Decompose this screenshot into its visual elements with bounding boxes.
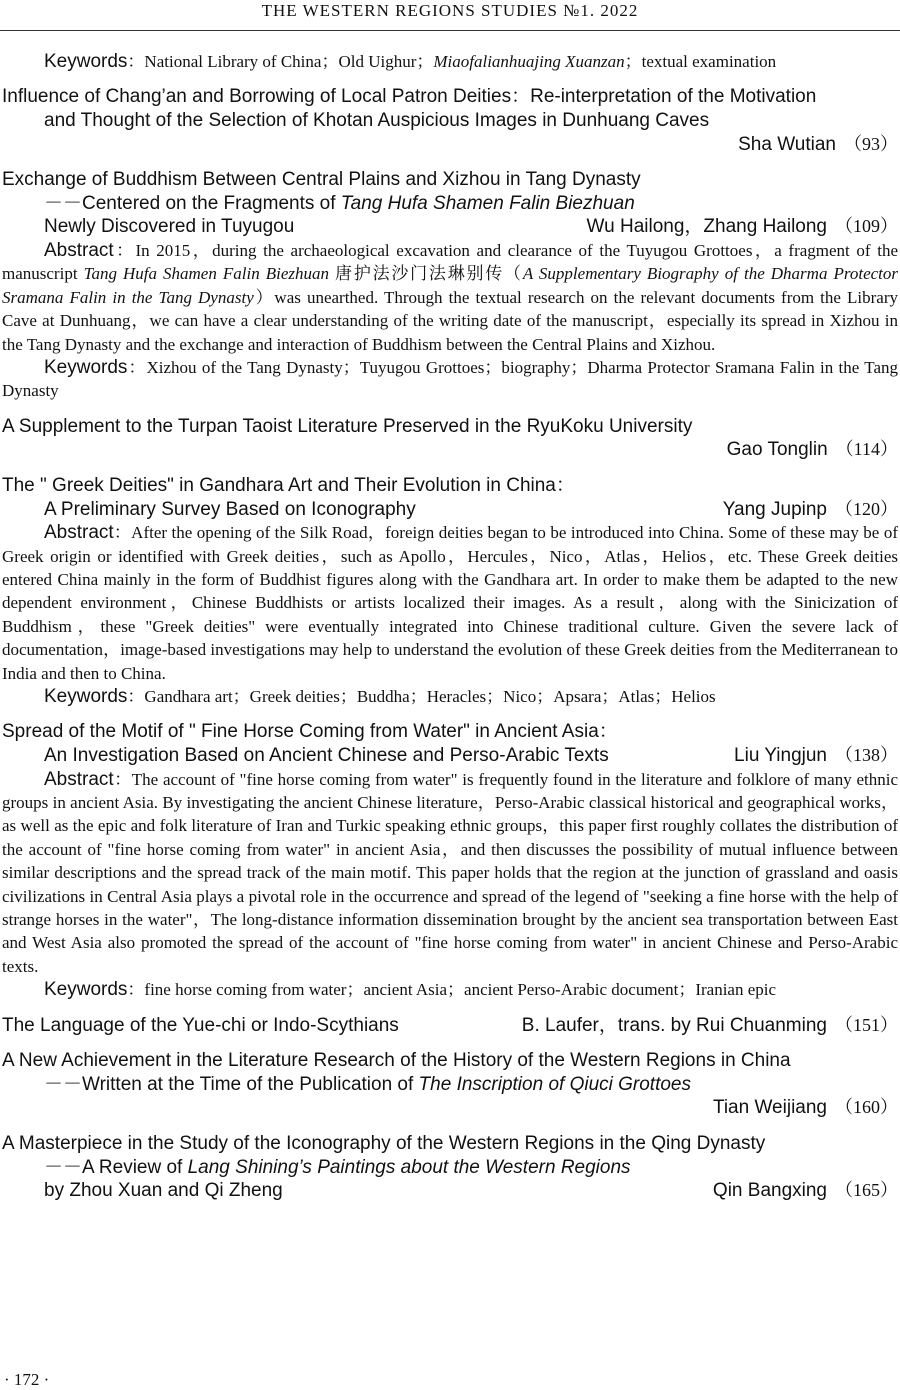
page-reference: （109） — [835, 216, 898, 237]
abstract-label: Abstract — [44, 239, 114, 261]
running-title: THE WESTERN REGIONS STUDIES №1. 2022 — [261, 1, 639, 20]
keywords-label: Keywords — [44, 686, 128, 708]
contents-list — [2, 50, 898, 1203]
article-title: The " Greek Deities" in Gandhara Art and Their Evolution in China： A Preliminary Survey Based on Iconography Yang Jupinp （120） — [2, 475, 898, 520]
page-number: · 172 · — [4, 1370, 50, 1389]
article-author-line — [587, 215, 898, 239]
article-author: Wu Hailong，Zhang Hailong — [586, 216, 827, 238]
article-entry — [2, 85, 898, 156]
keywords-label: Keywords — [44, 51, 128, 72]
article-author: Yang Jupinp — [722, 498, 827, 520]
article-entry — [2, 720, 898, 1001]
keywords-paragraph: Keywords：Xizhou of the Tang Dynasty；Tuyugou Grottoes；biography；Dharma Protector Sramana Falin in the Tang Dynasty — [2, 357, 899, 401]
keywords-italic-text: Miaofalianhuajing Xuanzan — [433, 52, 625, 71]
page-reference: （114） — [835, 439, 898, 460]
article-title: Exchange of Buddhism Between Central Plains and Xizhou in Tang Dynasty －－Centered on the Fragments of Tang Hufa Shamen Falin Biezhuan Newly Discovered in Tuyugou Wu Hailong，Zhang Hailong （109） — [2, 169, 898, 238]
article-author: B. Laufer，trans. by Rui Chuanming — [521, 1014, 827, 1036]
page-reference: （120） — [835, 498, 898, 519]
abstract-paragraph: Abstract：After the opening of the Silk Road，foreign deities began to be introduced into China. Some of these may be of Greek origin or identified with Greek deities，such as Apollo，Hercules，Nico，Atlas，Helios，etc. These Greek deities entered China mainly in the form of Buddhist figures along with the Gandhara art. In order to make them be adapted to the new dependent environment，Chinese Buddhists or artists localized their images. As a result，along with the Sinicization of Buddhism，these "Greek deities" were eventually integrated into Chinese traditional culture. Given the severe lack of documentation，image-based investigations may help to understand the evolution of these Greek deities from the Mediterranean to India and then to China. — [2, 522, 898, 683]
keywords-label: Keywords — [44, 979, 128, 1001]
article-author-line — [2, 133, 898, 157]
running-header — [0, 0, 900, 31]
page-reference: （165） — [835, 1180, 898, 1201]
page-reference: （138） — [835, 745, 898, 766]
article-author: Sha Wutian — [738, 133, 836, 155]
keywords-tail-text: ；textual examination — [624, 52, 777, 71]
article-author: Tian Weijiang — [712, 1097, 827, 1119]
keywords-label: Keywords — [44, 357, 128, 378]
article-entry — [2, 168, 898, 403]
article-entry — [2, 1014, 898, 1038]
abstract-paragraph: Abstract：In 2015，during the archaeological excavation and clearance of the Tuyugou Grottoes，a fragment of the manuscript Tang Hufa Shamen Falin Biezhuan 唐护法沙门法琳别传（A Supplementary Biography of the Dharma Protector Sramana Falin in the Tang Dynasty）was unearthed. Through the textual research on the relevant documents from the Library Cave at Dunhuang，we can have a clear understanding of the writing date of the manuscript，especially its spread in Xizhou in the Tang Dynasty and the exchange and interaction of Buddhism between the Central Plains and Xizhou. — [2, 239, 898, 354]
abstract-label: Abstract — [44, 768, 114, 790]
article-author-line — [522, 1014, 898, 1038]
keywords-paragraph: Keywords：National Library of China；Old Uighur；Miaofalianhuajing Xuanzan；textual examination — [44, 51, 777, 72]
article-author: Liu Yingjun — [734, 745, 827, 767]
article-entry — [2, 1132, 898, 1203]
entry-keywords-continuation — [2, 50, 898, 73]
article-title: A Supplement to the Turpan Taoist Literature Preserved in the RyuKoku University — [2, 415, 693, 437]
article-author: Qin Bangxing — [712, 1180, 827, 1202]
keywords-paragraph: Keywords：Gandhara art；Greek deities；Buddha；Heracles；Nico；Apsara；Atlas；Helios — [44, 686, 716, 708]
page-reference: （151） — [835, 1014, 898, 1035]
article-author-line — [723, 498, 898, 522]
page-reference: （160） — [835, 1097, 898, 1118]
article-title: Spread of the Motif of " Fine Horse Coming from Water" in Ancient Asia： An Investigation Based on Ancient Chinese and Perso-Arabic Texts Liu Yingjun （138） — [2, 721, 898, 767]
article-author-line — [2, 438, 898, 462]
article-author-line — [734, 744, 898, 768]
article-entry — [2, 474, 898, 708]
article-title-line — [2, 1014, 898, 1038]
article-entry — [2, 1049, 898, 1120]
article-title: A Masterpiece in the Study of the Iconography of the Western Regions in the Qing Dynasty －－A Review of Lang Shining’s Paintings about the Western Regions by Zhou Xuan and Qi Zheng Qin Bangxing （165） — [2, 1133, 898, 1202]
article-title: Influence of Chang’an and Borrowing of Local Patron Deities：Re-interpretation of the Motivation and Thought of the Selection of Khotan Auspicious Images in Dunhuang Caves — [2, 86, 817, 131]
article-title: The Language of the Yue-chi or Indo-Scythians — [2, 1014, 399, 1036]
article-author-line — [2, 1096, 898, 1120]
keywords-paragraph: Keywords：fine horse coming from water；ancient Asia；ancient Perso-Arabic document；Iranian epic — [44, 979, 777, 1001]
keywords-text: National Library of China；Old Uighur； — [144, 52, 434, 71]
article-entry — [2, 415, 898, 462]
abstract-paragraph: Abstract：The account of "fine horse coming from water" is frequently found in the literature and folklore of many ethnic groups in ancient Asia. By investigating the ancient Chinese literature，Perso-Arabic classical historical and geographical works，as well as the epic and folk literature of Iran and Turkic speaking ethnic groups，this paper first roughly collates the distribution of the account of "fine horse coming from water" in ancient Asia，and then discusses the possibility of mutual influence between similar descriptions and the spread track of the main motif. This paper holds that the region at the junction of grassland and oasis civilizations in Central Asia plays a pivotal role in the occurrence and spread of the legend of "seeking a fine horse with the help of strange horses in the water"，The long-distance information dissemination brought by the ancient sea transportation between East and West Asia also promoted the spread of the account of "fine horse coming from water" in ancient Chinese and Perso-Arabic texts. — [2, 768, 898, 976]
article-author: Gao Tonglin — [726, 439, 828, 461]
article-title: A New Achievement in the Literature Research of the History of the Western Regions in China －－Written at the Time of the Publication of The Inscription of Qiuci Grottoes — [2, 1050, 791, 1095]
page-reference: （93） — [844, 133, 898, 154]
article-author-line — [713, 1179, 898, 1203]
abstract-label: Abstract — [44, 522, 114, 544]
